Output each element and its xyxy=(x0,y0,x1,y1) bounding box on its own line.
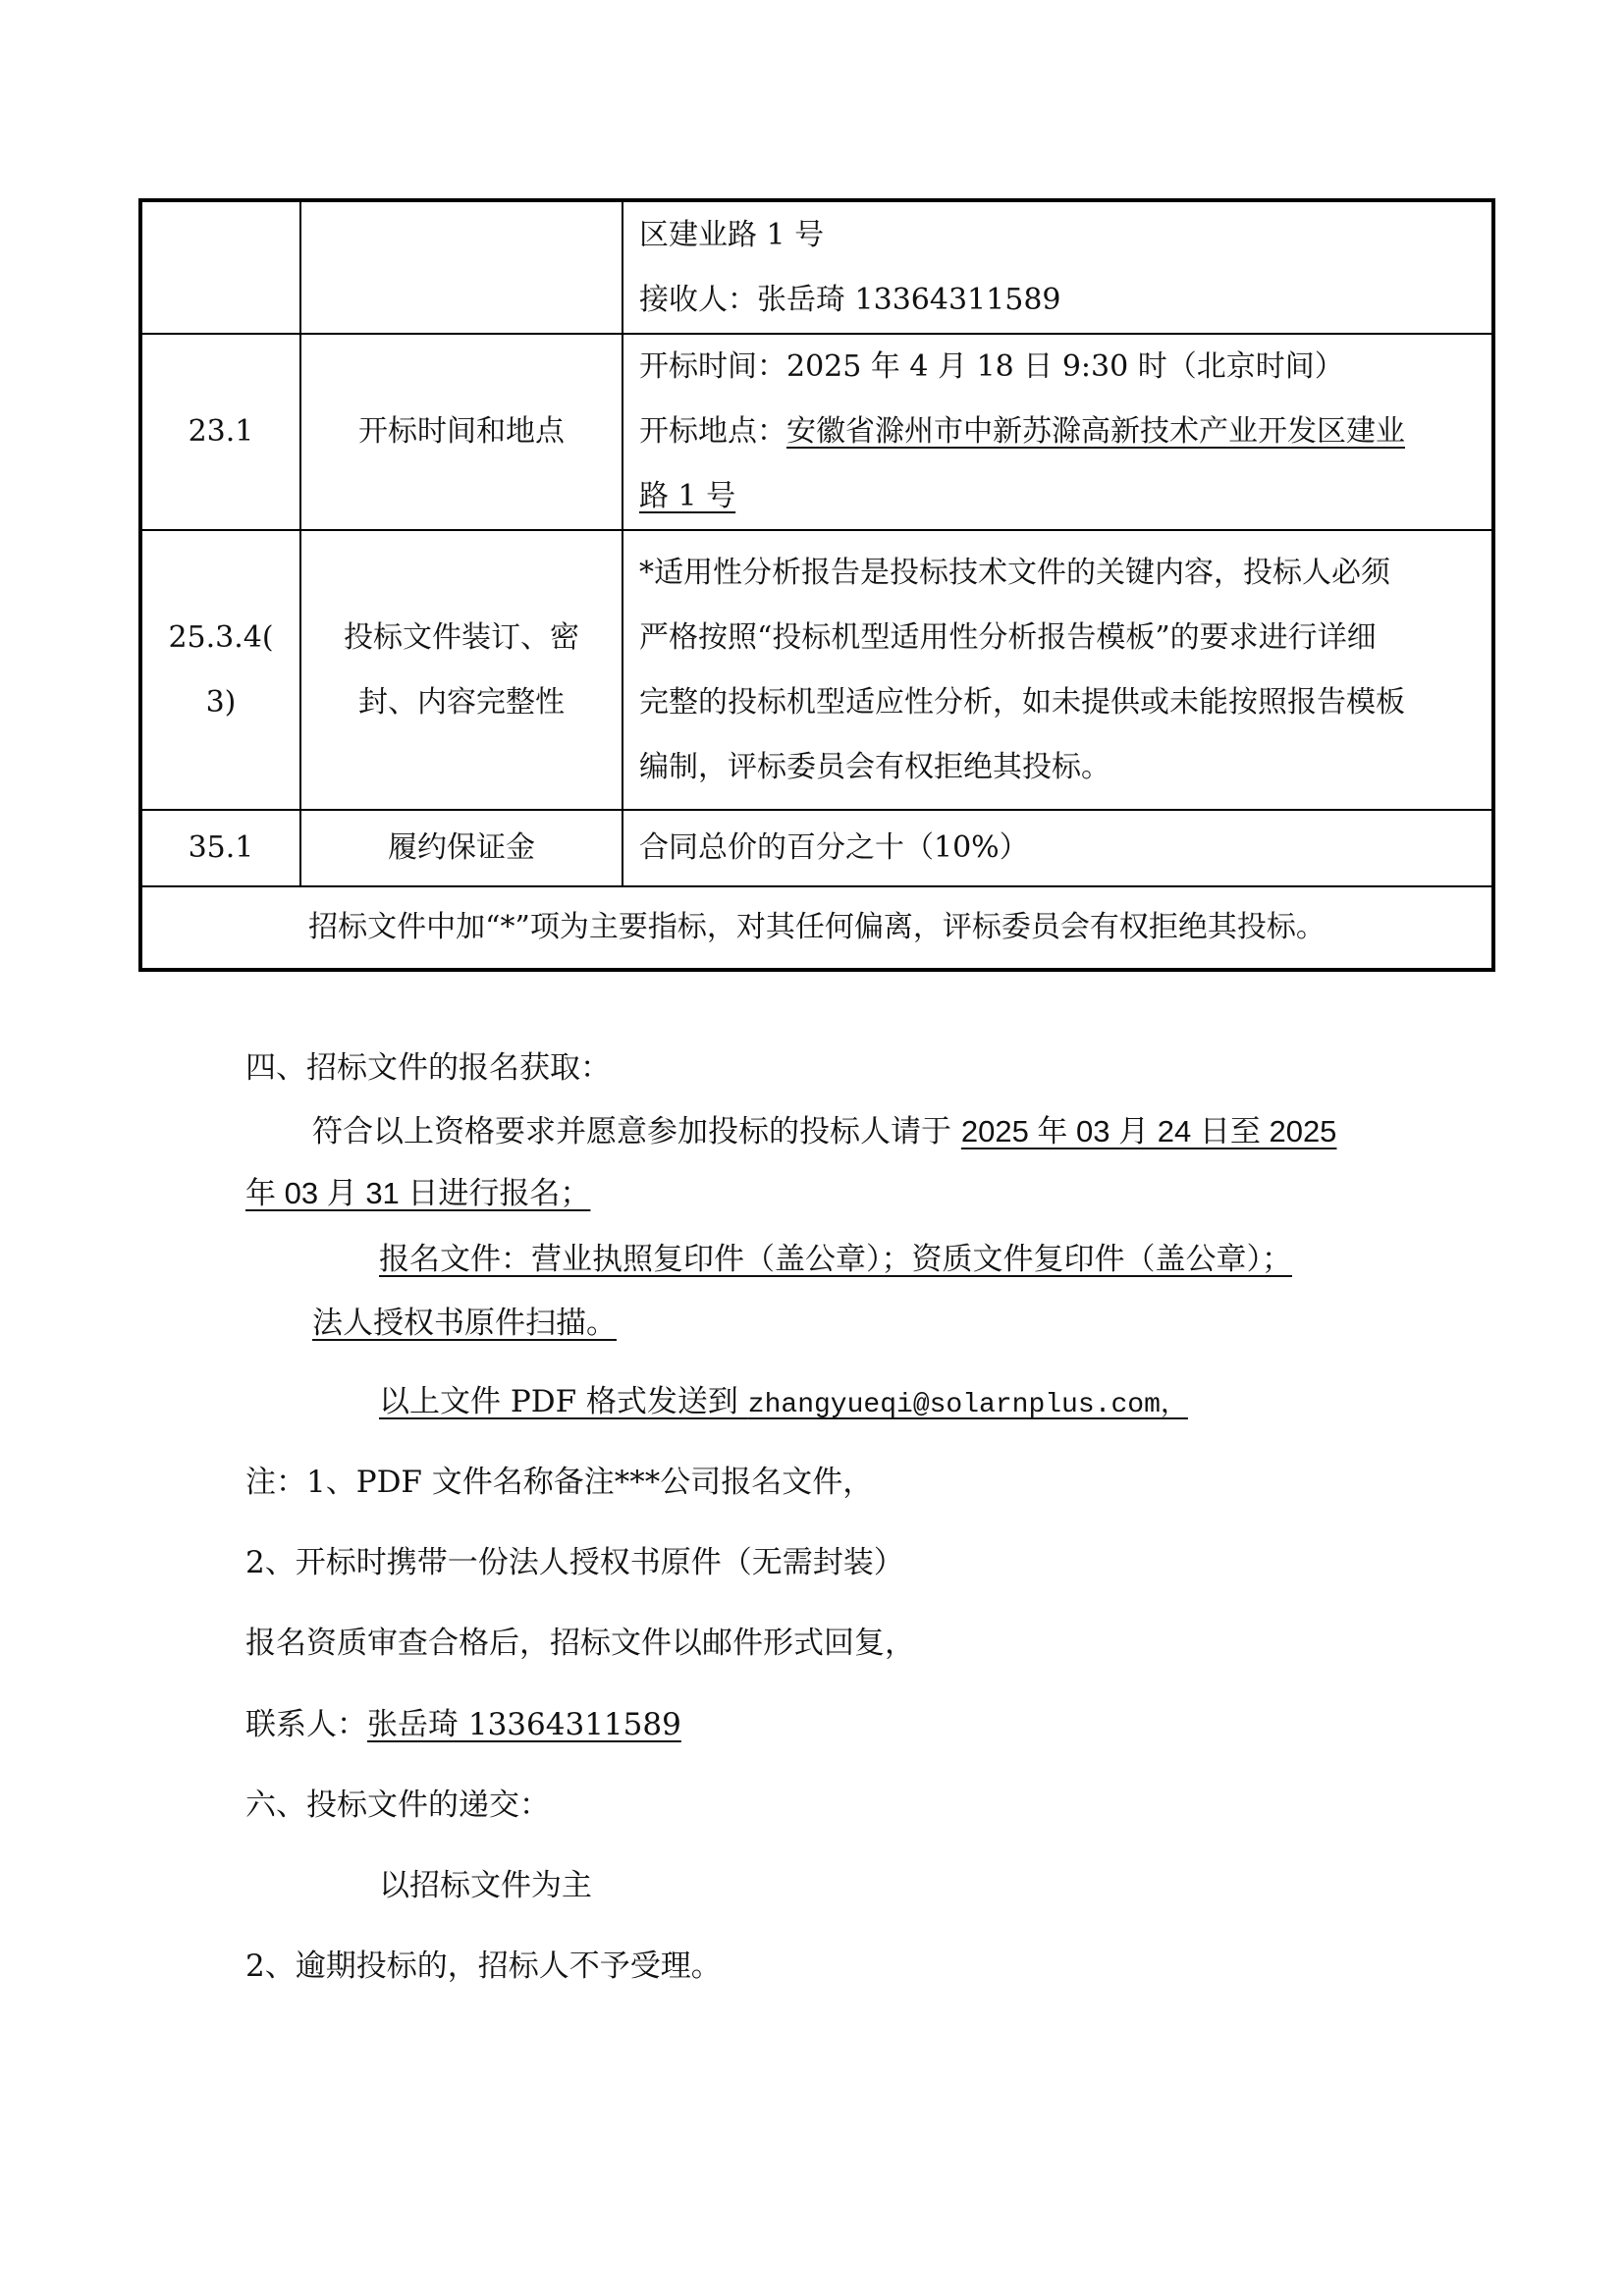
send-to-lead: 以上文件 PDF 格式发送到 xyxy=(379,1384,748,1419)
clause-content xyxy=(623,200,1493,334)
clause-number xyxy=(140,200,300,334)
content-line: *适用性分析报告是投标技术文件的关键内容，投标人必须 xyxy=(639,555,1390,590)
table-row xyxy=(140,530,1493,810)
contact-label: 联系人： xyxy=(245,1707,367,1742)
section4-heading: 四、招标文件的报名获取： xyxy=(245,1050,611,1086)
clause-content: 合同总价的百分之十（10%） xyxy=(623,810,1493,886)
section6-heading: 六、投标文件的递交： xyxy=(245,1788,550,1823)
content-line: 完整的投标机型适应性分析，如未提供或未能按照报告模板 xyxy=(639,684,1405,720)
clause-number-line: 3) xyxy=(205,684,237,720)
content-line: 严格按照“投标机型适用性分析报告模板”的要求进行详细 xyxy=(639,619,1377,655)
signup-period-dates: 2025 年 03 月 24 日至 2025 xyxy=(960,1114,1337,1148)
table-row xyxy=(140,334,1493,530)
clause-number-line: 25.3.4( xyxy=(168,619,274,655)
send-to-email: zhangyueqi@solarnplus.com， xyxy=(747,1390,1188,1420)
note-2: 2、开标时携带一份法人授权书原件（无需封装） xyxy=(245,1545,904,1580)
contact-value: 张岳琦 13364311589 xyxy=(367,1707,681,1742)
section6-line1: 以招标文件为主 xyxy=(379,1868,592,1903)
table-row xyxy=(140,200,1493,334)
clause-item-line: 封、内容完整性 xyxy=(358,684,565,720)
signup-docs-line1 xyxy=(379,1234,1292,1278)
opening-time: 开标时间：2025 年 4 月 18 日 9:30 时（北京时间） xyxy=(639,349,1344,384)
clause-item: 开标时间和地点 xyxy=(300,334,623,530)
opening-place xyxy=(639,400,1478,464)
clause-item-line: 投标文件装订、密 xyxy=(344,619,579,655)
clause-content xyxy=(623,334,1493,530)
note-1: 注：1、PDF 文件名称备注***公司报名文件， xyxy=(245,1465,874,1500)
signup-period-lead: 符合以上资格要求并愿意参加投标的投标人请于 xyxy=(312,1114,961,1149)
clause-content xyxy=(623,530,1493,810)
table-row xyxy=(140,810,1493,886)
section6-line2: 2、逾期投标的，招标人不予受理。 xyxy=(245,1949,722,1984)
contact-line xyxy=(245,1699,681,1743)
clause-item xyxy=(300,200,623,334)
opening-place-value-cont: 路 1 号 xyxy=(639,479,736,513)
signup-docs-cont: 法人授权书原件扫描。 xyxy=(312,1306,617,1341)
signup-period-end: 年 03 月 31 日进行报名； xyxy=(245,1176,591,1210)
clause-item xyxy=(300,530,623,810)
signup-period-para xyxy=(312,1106,1336,1150)
clause-number: 23.1 xyxy=(140,334,300,530)
clause-item: 履约保证金 xyxy=(300,810,623,886)
bid-data-table xyxy=(138,198,1495,972)
signup-docs-line2 xyxy=(312,1298,617,1342)
note-3: 报名资质审查合格后，招标文件以邮件形式回复， xyxy=(245,1626,915,1661)
content-line: 接收人：张岳琦 13364311589 xyxy=(639,282,1061,317)
opening-place-value: 安徽省滁州市中新苏滁高新技术产业开发区建业 xyxy=(786,414,1405,449)
content-line: 区建业路 1 号 xyxy=(639,217,825,252)
opening-place-label: 开标地点： xyxy=(639,414,786,449)
opening-place-cont xyxy=(639,464,1478,529)
clause-number: 35.1 xyxy=(140,810,300,886)
signup-docs: 报名文件：营业执照复印件（盖公章）；资质文件复印件（盖公章）； xyxy=(379,1242,1292,1277)
content-line: 编制，评标委员会有权拒绝其投标。 xyxy=(639,749,1110,784)
signup-period-line2 xyxy=(245,1168,590,1212)
table-note-row xyxy=(140,886,1493,970)
clause-number xyxy=(140,530,300,810)
table-note: 招标文件中加“*”项为主要指标，对其任何偏离，评标委员会有权拒绝其投标。 xyxy=(140,886,1493,970)
send-to-line xyxy=(379,1376,1188,1420)
